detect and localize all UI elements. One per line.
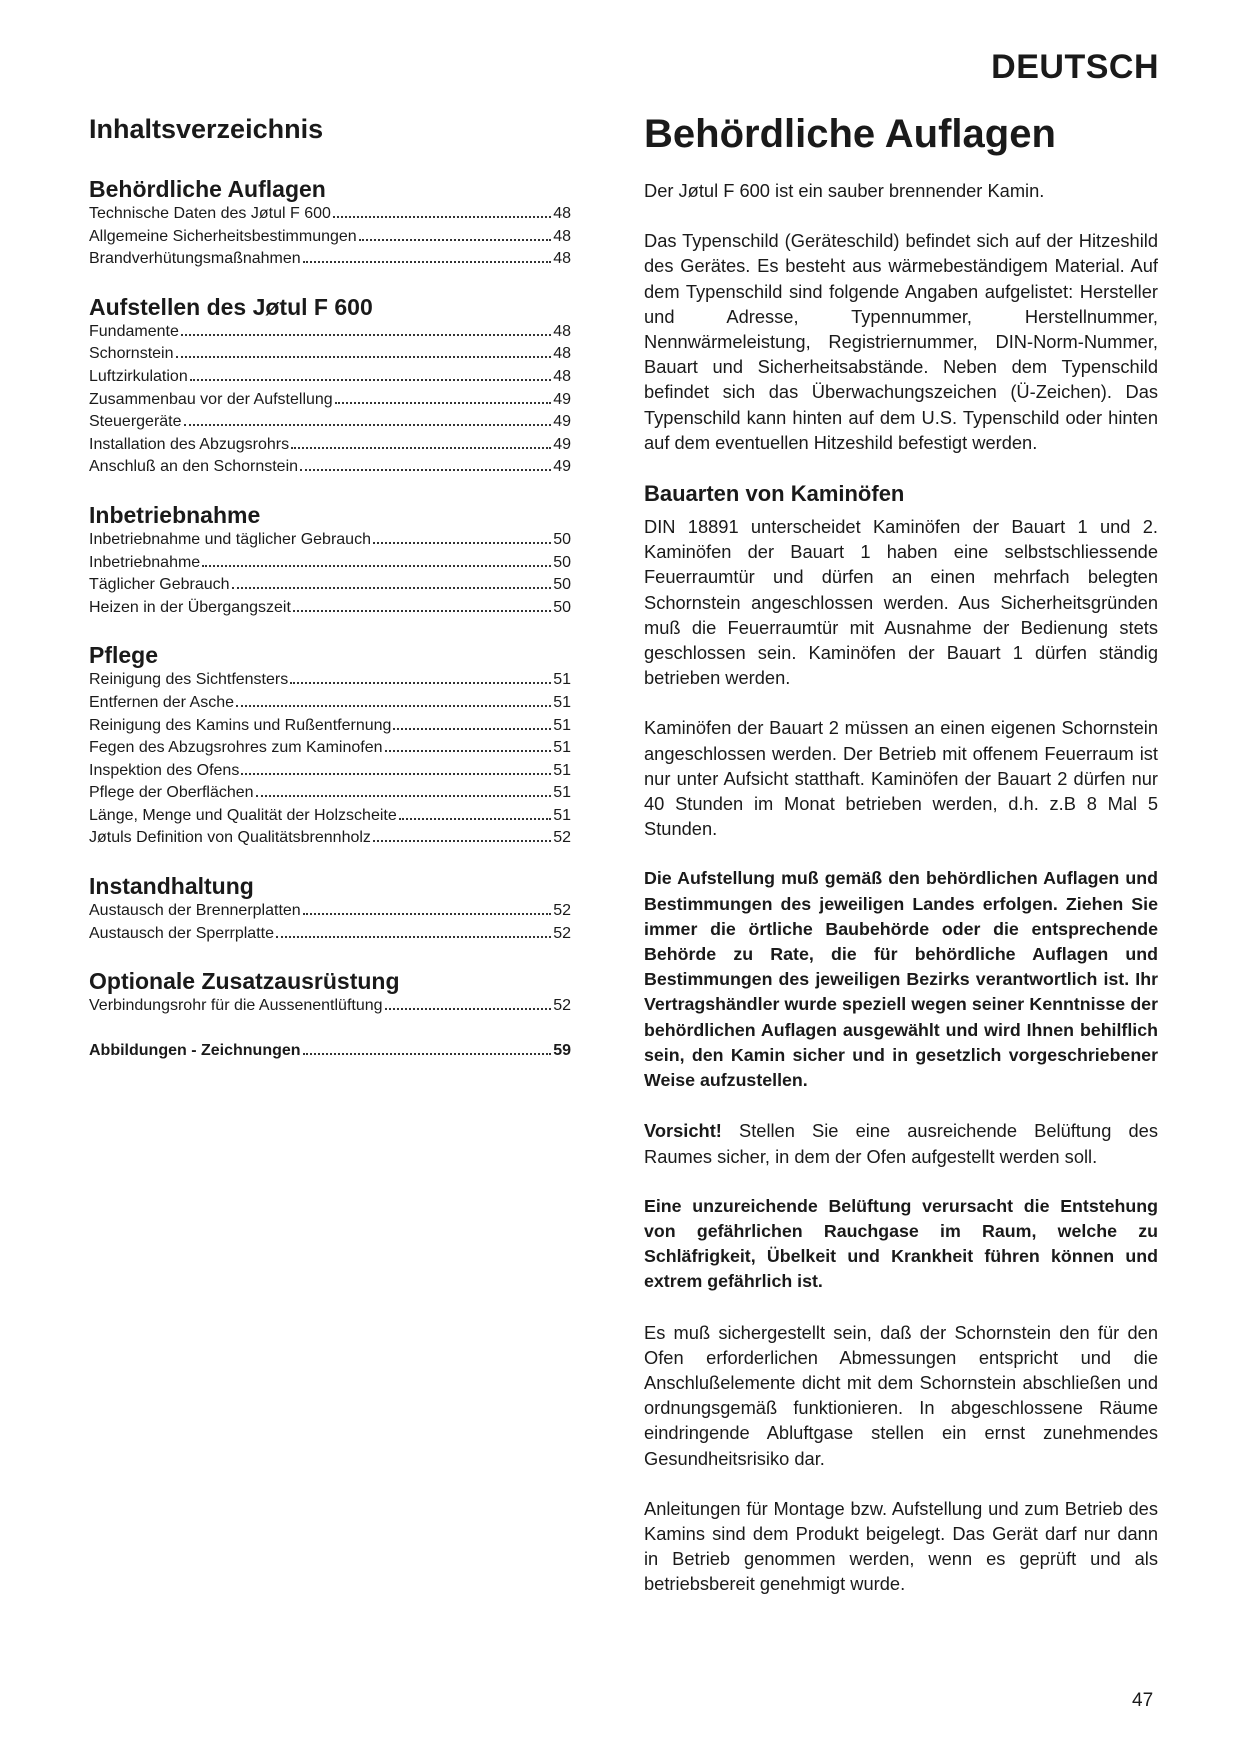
toc-entry-text: Allgemeine Sicherheitsbestimmungen	[89, 227, 357, 245]
toc-section	[89, 967, 571, 1018]
toc-entry-text: Installation des Abzugsrohrs	[89, 435, 290, 453]
toc-entry[interactable]	[89, 552, 571, 575]
toc-leader-dots	[373, 542, 551, 544]
toc-entry-page: 48	[553, 345, 571, 363]
toc-figures-entry[interactable]	[89, 1040, 571, 1063]
toc-entry-page: 49	[553, 458, 571, 476]
toc-leader-dots	[359, 239, 552, 241]
toc-entry-page: 50	[553, 530, 571, 548]
toc-entry[interactable]	[89, 900, 571, 923]
toc-entry-page: 49	[553, 435, 571, 453]
toc-entry[interactable]	[89, 343, 571, 366]
subheading-bauarten: Bauarten von Kaminöfen	[644, 481, 905, 507]
toc-entry-page: 51	[553, 671, 571, 689]
toc-sections	[89, 175, 571, 1018]
toc-entry[interactable]	[89, 715, 571, 738]
toc-entry[interactable]	[89, 226, 571, 249]
toc-section-heading[interactable]: Pflege	[89, 642, 159, 669]
paragraph-ventilation: Eine unzureichende Belüftung verursacht die Entstehung von gefährlichen Rauchgase im Raum, welche zu Schläfrigkeit, Übelkeit und Krankheit führen können und extrem gefährlich ist.	[644, 1195, 1158, 1292]
toc-entry-page: 48	[553, 367, 571, 385]
paragraph-instructions: Anleitungen für Montage bzw. Aufstellung und zum Betrieb des Kamins sind dem Produkt beigelegt. Das Gerät darf nur dann in Betrieb genommen werden, wenn es geprüft und als betriebsbereit genehmigt wurde.	[644, 1497, 1158, 1595]
paragraph-bauart-2: Kaminöfen der Bauart 2 müssen an einen eigenen Schornstein angeschlossen werden. Der Betrieb mit offenem Feuerraum ist nur unter Aufsicht statthaft. Kaminöfen der Bauart 2 dürfen nur 40 Stunden im Monat betrieben werden, d.h. z.B 8 Mal 5 Stunden.	[644, 717, 1158, 840]
toc-entry-text: Länge, Menge und Qualität der Holzscheite	[89, 806, 397, 824]
toc-leader-dots	[176, 356, 552, 358]
toc-leader-dots	[232, 587, 552, 589]
toc-entry[interactable]	[89, 995, 571, 1018]
toc-entry[interactable]	[89, 411, 571, 434]
toc-entry[interactable]	[89, 597, 571, 620]
toc-entry-text: Luftzirkulation	[89, 367, 188, 385]
toc-entry-text: Technische Daten des Jøtul F 600	[89, 205, 331, 222]
toc-entry-text: Jøtuls Definition von Qualitätsbrennholz	[89, 829, 371, 847]
toc-leader-dots	[291, 447, 551, 449]
toc-entry-page: 52	[553, 902, 571, 920]
toc-entry-text: Entfernen der Asche	[89, 693, 234, 711]
paragraph-type-plate: Das Typenschild (Geräteschild) befindet sich auf der Hitzeshild des Gerätes. Es besteht aus wärmebeständigem Material. Auf dem Typenschild sind folgende Angaben aufgelistet: Hersteller und Adresse, Typennummer, Herstellnummer, Nennwärmeleistung, Registriernummer, DIN-Norm-Nummer, Bauart und Sicherheitsabstände. Neben dem Typenschild befindet sich das Überwachungszeichen (Ü-Zeichen). Das Typenschild kann hinten auf dem U.S. Typenschild oder hinten auf dem eventuellen Hitzeshild befestigt werden.	[644, 230, 1158, 453]
paragraph-chimney: Es muß sichergestellt sein, daß der Schornstein den für den Ofen erforderlichen Abmessungen entspricht und die Anschlußelemente dicht mit dem Schornstein abschließen und ordnungsgemäß funktionieren. In abgeschlossene Räume eindringende Abluftgase stellen ein ernst zunehmendes Gesundheitsrisiko dar.	[644, 1321, 1158, 1469]
toc-leader-dots	[373, 840, 551, 842]
toc-entry-page: 50	[553, 598, 571, 616]
toc-leader-dots	[303, 1053, 552, 1055]
toc-section	[89, 641, 571, 850]
toc-leader-dots	[181, 334, 551, 336]
toc-entry-page: 50	[553, 576, 571, 594]
toc-leader-dots	[393, 728, 551, 730]
toc-entry-page: 49	[553, 413, 571, 431]
toc-leader-dots	[385, 750, 552, 752]
toc-entry-text: Reinigung des Kamins und Rußentfernung	[89, 716, 392, 734]
toc-leader-dots	[303, 261, 552, 263]
toc-entry-text: Pflege der Oberflächen	[89, 784, 254, 802]
toc-entry[interactable]	[89, 321, 571, 344]
toc-leader-dots	[202, 565, 551, 567]
toc-entry-page: 52	[553, 924, 571, 942]
toc-entry[interactable]	[89, 574, 571, 597]
toc-entry-text: Fegen des Abzugsrohres zum Kaminofen	[89, 739, 383, 757]
toc-entry-page: 48	[553, 227, 571, 245]
toc-entry-page: 51	[553, 761, 571, 779]
toc-entry[interactable]	[89, 434, 571, 457]
toc-leader-dots	[290, 682, 551, 684]
toc-entry-page: 52	[553, 829, 571, 847]
toc-entry-page: 59	[553, 1041, 571, 1059]
toc-section	[89, 501, 571, 619]
toc-entry-text: Inbetriebnahme und täglicher Gebrauch	[89, 530, 371, 548]
toc-leader-dots	[303, 913, 552, 915]
toc-leader-dots	[241, 773, 551, 775]
toc-entry-page: 51	[553, 716, 571, 734]
toc-leader-dots	[293, 610, 551, 612]
toc-entry[interactable]	[89, 389, 571, 412]
toc-entry-page: 51	[553, 739, 571, 757]
toc-entry-text: Abbildungen - Zeichnungen	[89, 1041, 301, 1059]
toc-entry-page: 48	[553, 250, 571, 268]
toc-section-heading[interactable]: Behördliche Auflagen	[89, 176, 326, 202]
toc-section	[89, 872, 571, 945]
toc-entry-text: Heizen in der Übergangszeit	[89, 598, 291, 616]
toc-entry[interactable]	[89, 669, 571, 692]
table-of-contents	[89, 114, 571, 1062]
toc-section-heading[interactable]: Optionale Zusatzausrüstung	[89, 968, 400, 995]
toc-entry-text: Austausch der Sperrplatte	[89, 924, 274, 942]
toc-entry-page: 51	[553, 806, 571, 824]
toc-entry-text: Inspektion des Ofens	[89, 761, 240, 779]
toc-leader-dots	[300, 469, 551, 471]
paragraph-bauart-1: DIN 18891 unterscheidet Kaminöfen der Bauart 1 und 2. Kaminöfen der Bauart 1 haben eine selbstschliessende Feuerraumtür und dürfen an einen mehrfach belegten Schornstein angeschlossen werden. Aus Sicherheitsgründen muß die Feuerraumtür mit Ausnahme der Bedienung stets geschlossen sein. Kaminöfen der Bauart 1 dürfen ständig betrieben werden.	[644, 516, 1158, 689]
toc-section-heading[interactable]: Inbetriebnahme	[89, 501, 261, 528]
toc-entry[interactable]	[89, 782, 571, 805]
toc-entry-text: Brandverhütungsmaßnahmen	[89, 250, 301, 268]
paragraph-warning	[644, 1118, 1158, 1168]
paragraph-regulations: Die Aufstellung muß gemäß den behördlichen Auflagen und Bestimmungen des jeweiligen Landes erfolgen. Ziehen Sie immer die örtliche Baubehörde oder die entsprechende Behörde zu Rate, die für behördliche Auflagen und Bestimmungen des jeweiligen Bezirks verantwortlich ist. Ihr Vertragshändler wurde speziell wegen seiner Kenntnisse der behördlichen Auflagen ausgewählt und wird Ihnen behilflich sein, den Kamin sicher und in gesetzlich vorgeschriebener Weise aufzustellen.	[644, 868, 1158, 1091]
page-number: 47	[1132, 1690, 1154, 1711]
toc-entry[interactable]	[89, 456, 571, 479]
toc-entry-page: 51	[553, 784, 571, 802]
toc-entry[interactable]	[89, 923, 571, 946]
toc-entry-page: 48	[553, 205, 571, 222]
toc-entry[interactable]	[89, 529, 571, 552]
toc-entry-page: 50	[553, 553, 571, 571]
toc-leader-dots	[276, 936, 551, 938]
page-title: Behördliche Auflagen	[644, 112, 1056, 156]
toc-entry-text: Steuergeräte	[89, 413, 182, 431]
toc-entry[interactable]	[89, 248, 571, 271]
warning-label: Vorsicht!	[644, 1120, 722, 1142]
toc-section	[89, 175, 571, 271]
toc-entry-text: Inbetriebnahme	[89, 553, 201, 571]
toc-entry-text: Zusammenbau vor der Aufstellung	[89, 390, 333, 408]
main-content	[644, 110, 1158, 1622]
toc-leader-dots	[184, 424, 552, 426]
toc-entry[interactable]	[89, 805, 571, 828]
paragraph-intro: Der Jøtul F 600 ist ein sauber brennender Kamin.	[644, 180, 1045, 201]
warning-text: Stellen Sie eine ausreichende Belüftung des Raumes sicher, in dem der Ofen aufgestellt werden soll.	[644, 1120, 1158, 1167]
toc-entry-text: Täglicher Gebrauch	[89, 576, 230, 594]
toc-section	[89, 293, 571, 479]
toc-entry-page: 49	[553, 390, 571, 408]
language-label: DEUTSCH	[991, 48, 1159, 86]
toc-leader-dots	[256, 795, 552, 797]
toc-leader-dots	[190, 379, 551, 381]
toc-entry-text: Schornstein	[89, 345, 174, 363]
toc-entry-text: Austausch der Brennerplatten	[89, 902, 301, 920]
toc-entry[interactable]	[89, 366, 571, 389]
toc-entry[interactable]	[89, 760, 571, 783]
toc-section-heading[interactable]: Instandhaltung	[89, 873, 254, 900]
toc-entry-text: Verbindungsrohr für die Aussenentlüftung	[89, 997, 383, 1015]
toc-entry-page: 48	[553, 322, 571, 340]
toc-leader-dots	[385, 1008, 552, 1010]
toc-leader-dots	[399, 818, 551, 820]
toc-leader-dots	[333, 216, 551, 218]
toc-entry[interactable]	[89, 827, 571, 850]
toc-entry-page: 51	[553, 693, 571, 711]
toc-entry-text: Anschluß an den Schornstein	[89, 458, 299, 476]
toc-leader-dots	[335, 402, 552, 404]
toc-title: Inhaltsverzeichnis	[89, 114, 324, 144]
toc-entry-text: Reinigung des Sichtfensters	[89, 671, 289, 689]
toc-entry-page: 52	[553, 997, 571, 1015]
toc-leader-dots	[236, 705, 551, 707]
toc-entry-text: Fundamente	[89, 322, 179, 340]
toc-entry[interactable]	[89, 203, 571, 226]
toc-section-heading[interactable]: Aufstellen des Jøtul F 600	[89, 293, 373, 320]
toc-entry[interactable]	[89, 737, 571, 760]
toc-entry[interactable]	[89, 692, 571, 715]
